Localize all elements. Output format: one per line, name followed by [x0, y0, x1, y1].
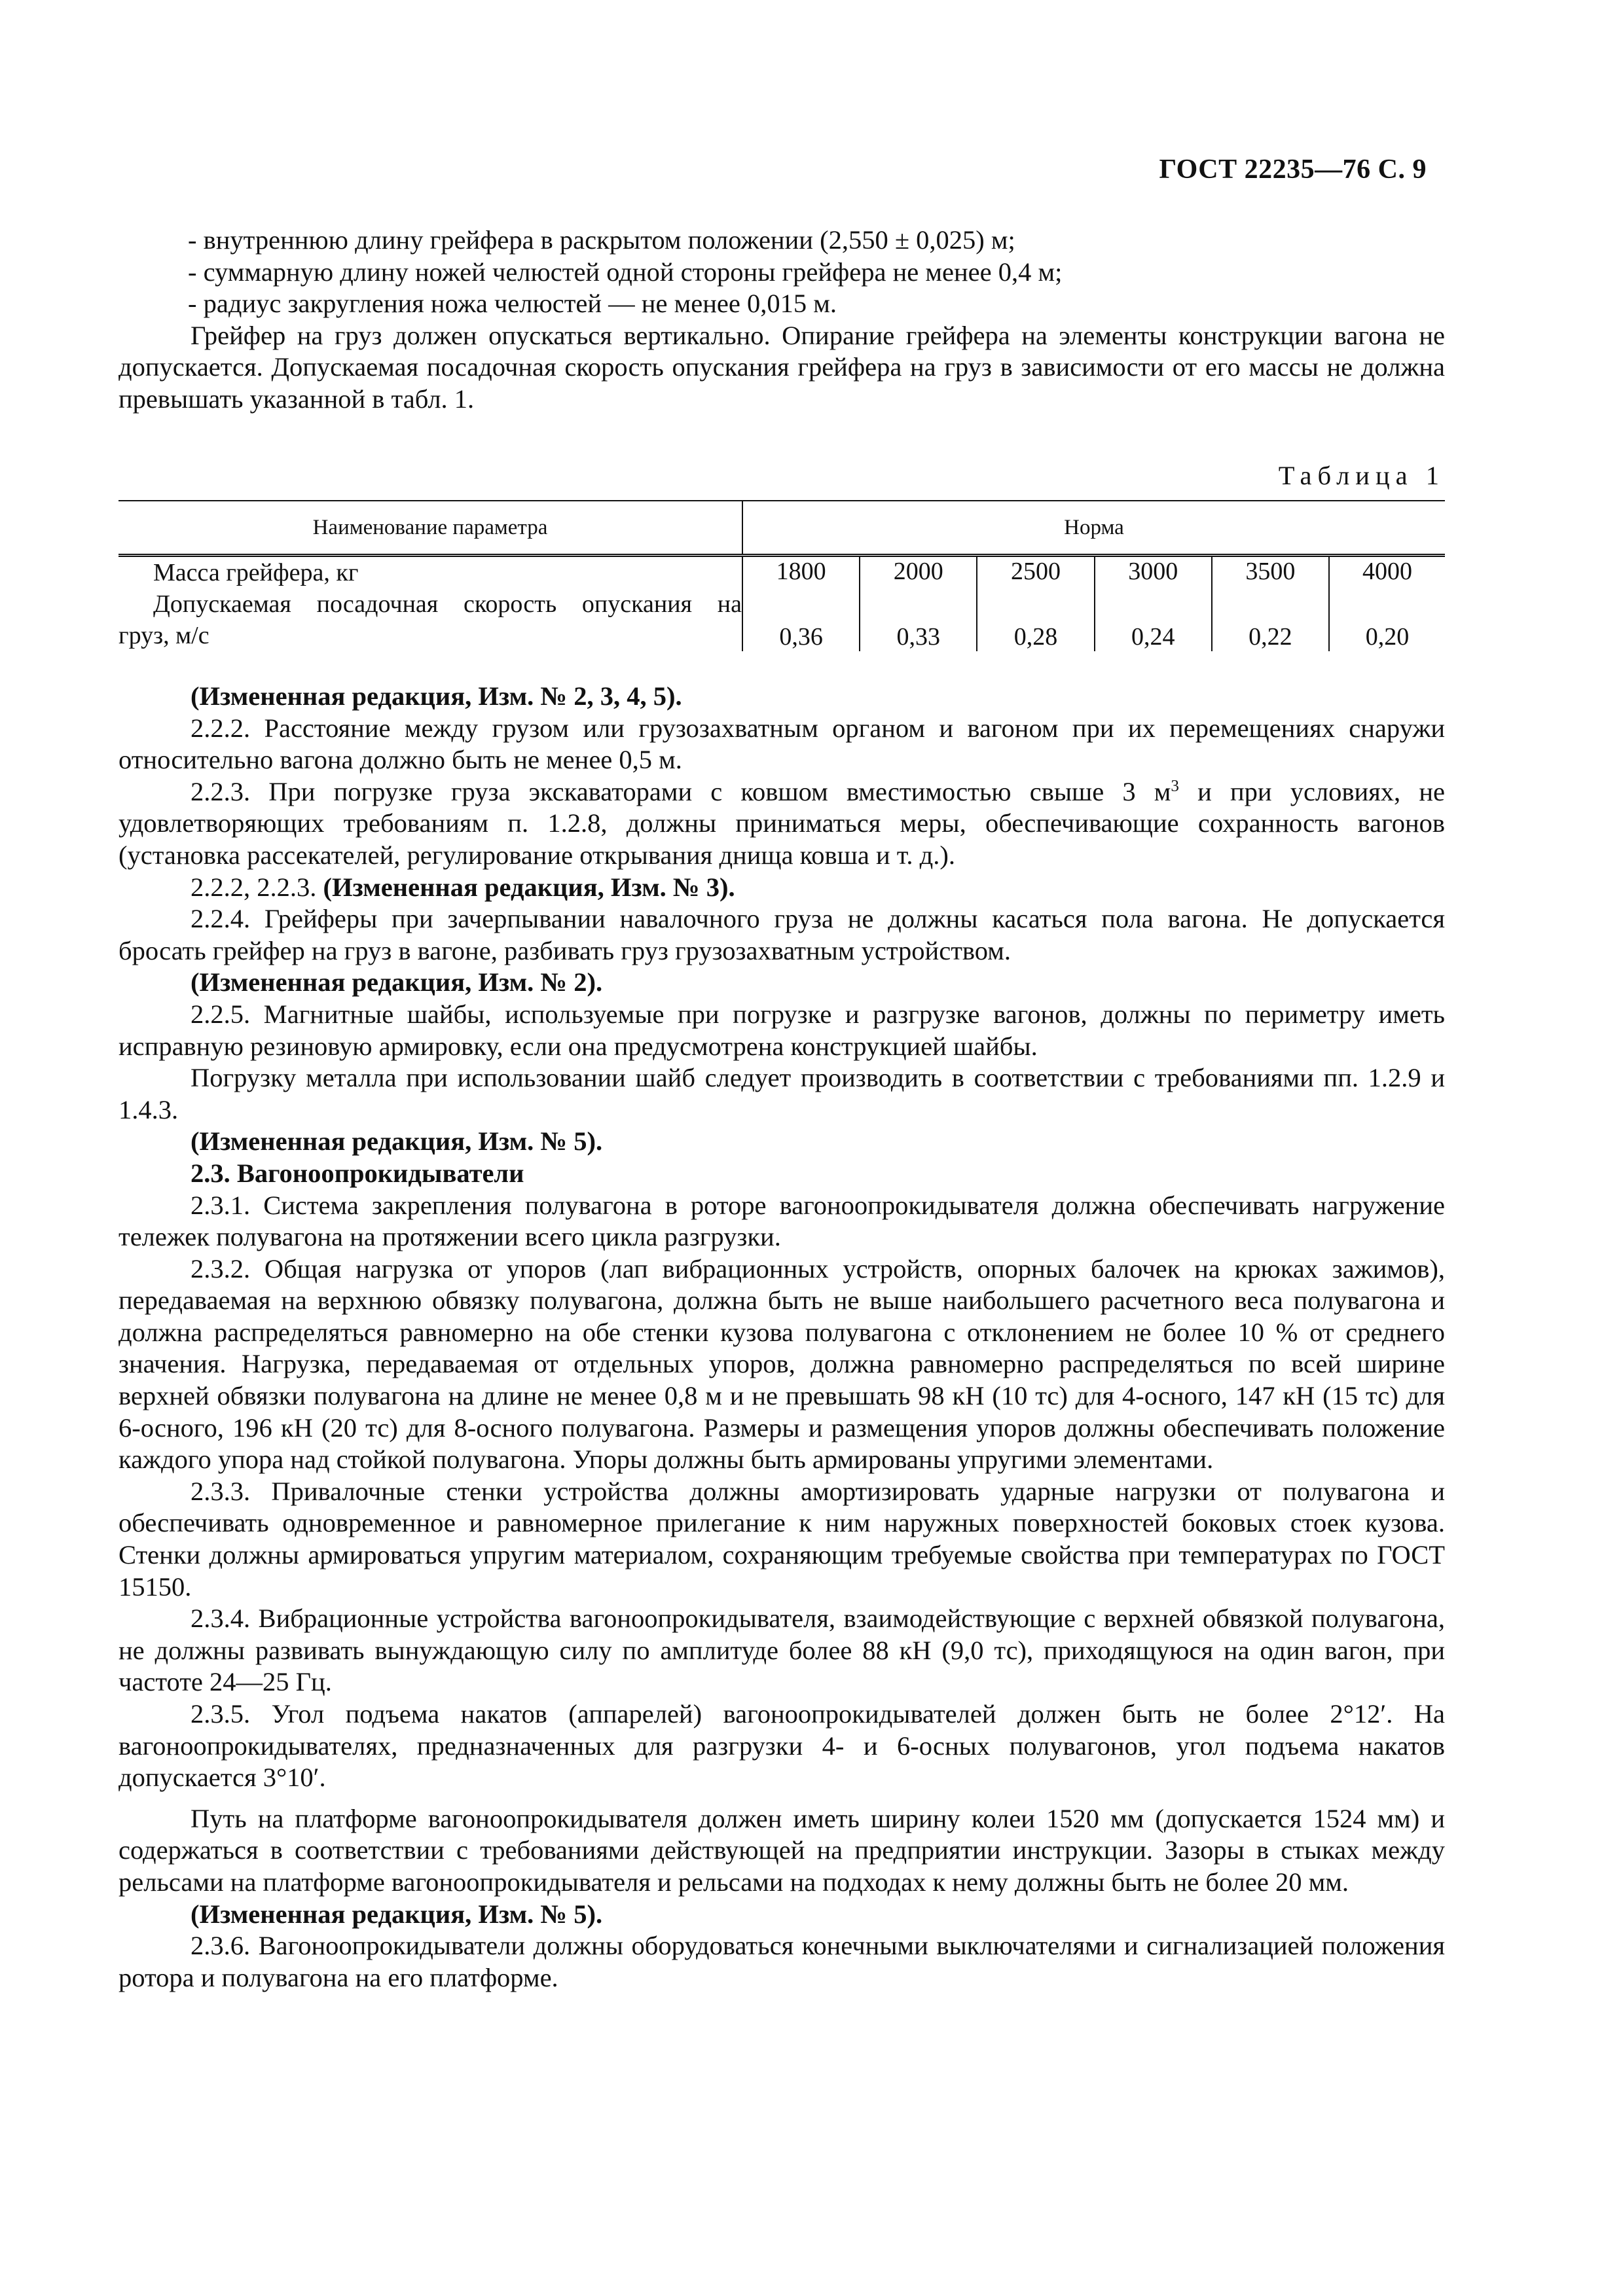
table-cell: 2000 — [860, 556, 977, 589]
clause-2-3-2: 2.3.2. Общая нагрузка от упоров (лап вибрационных устройств, опорных балочек на крюках зажимов), передаваемая на верхнюю обвязку полувагона, должна быть не выше наибольшего расчетного веса полувагона и должна распределяться равномерно на обе стенки кузова полувагона с отклонением не более 10 % от среднего значения. Нагрузка, передаваемая от отдельных упоров, должна равномерно распределяться по всей ширине верхней обвязки полувагона на длине не менее 0,8 м и не превышать 98 кН (10 тс) для 4-осного, 147 кН (15 тс) для 6-осного, 196 кН (20 тс) для 8-осного полувагона. Размеры и размещения упоров должны обеспечивать положение каждого упора над стойкой полувагона. Упоры должны быть армированы упругими элементами. — [119, 1253, 1445, 1475]
table-cell: 0,20 — [1329, 588, 1445, 651]
revision-note: (Измененная редакция, Изм. № 5). — [191, 1126, 603, 1157]
parameters-table — [119, 500, 1445, 651]
row-label: Масса грейфера, кг — [153, 559, 359, 586]
clause-text: и при условиях, не удовлетворяющих требованиям п. 1.2.8, должны приниматься меры, обеспечивающие сохранность вагонов (установка рассекателей, регулирование открывания днища ковша и т. д.). — [119, 776, 1445, 870]
table-cell: 3500 — [1212, 556, 1329, 589]
clause-2-3-3: 2.3.3. Привалочные стенки устройства должны амортизировать ударные нагрузки от полувагона и обеспечивать одновременное и равномерное прилегание к ним наружных поверхностей боковых стоек кузова. Стенки должны армироваться упругим материалом, сохраняющим требуемые свойства при температурах по ГОСТ 15150. — [119, 1476, 1445, 1602]
table-cell: 1800 — [742, 556, 860, 589]
section-heading: 2.3. Вагоноопрокидыватели — [191, 1158, 524, 1188]
clause-text: 2.2.3. При погрузке груза экскаваторами с ковшом вместимостью свыше 3 м — [191, 776, 1171, 806]
intro-block — [119, 224, 1445, 416]
superscript: 3 — [1171, 777, 1179, 795]
paragraph: Погрузку металла при использовании шайб следует производить в соответствии с требованиями пп. 1.2.9 и 1.4.3. — [119, 1063, 1445, 1124]
table-header-cell: Норма — [742, 501, 1445, 556]
list-item: - внутреннюю длину грейфера в раскрытом положении (2,550 ± 0,025) м; — [188, 225, 1015, 255]
paragraph: Путь на платформе вагоноопрокидывателя должен иметь ширину колеи 1520 мм (допускается 1524 мм) и содержаться в соответствии с требованиями действующей на предприятии инструкции. Зазоры в стыках между рельсами на платформе вагоноопрокидывателя и рельсами на подходах к нему должны быть не более 20 мм. — [119, 1803, 1445, 1897]
clause-2-2-3 — [119, 776, 1445, 872]
paragraph: Грейфер на груз должен опускаться вертикально. Опирание грейфера на элементы конструкции вагона не допускается. Допускаемая посадочная скорость опускания грейфера на груз в зависимости от его массы не должна превышать указанной в табл. 1. — [119, 320, 1445, 414]
list-item: - суммарную длину ножей челюстей одной стороны грейфера не менее 0,4 м; — [188, 257, 1063, 287]
clause-2-2-4: 2.2.4. Грейферы при зачерпывании навалочного груза не должны касаться пола вагона. Не допускается бросать грейфер на груз в вагоне, разбивать груз грузозахватным устройством. — [119, 904, 1445, 965]
clause-2-3-1: 2.3.1. Система закрепления полувагона в роторе вагоноопрокидывателя должна обеспечивать нагружение тележек полувагона на протяжении всего цикла разгрузки. — [119, 1190, 1445, 1252]
table-cell: 0,33 — [860, 588, 977, 651]
table-cell: 0,28 — [977, 588, 1094, 651]
revision-note: (Измененная редакция, Изм. № 2, 3, 4, 5). — [191, 681, 682, 711]
revision-note — [119, 872, 1445, 904]
table-header-cell: Наименование параметра — [119, 501, 742, 556]
table-cell: 4000 — [1329, 556, 1445, 589]
row-label-line: Допускаемая посадочная скорость опускания на — [153, 590, 742, 618]
row-label-line: груз, м/с — [119, 622, 210, 649]
revision-label: (Измененная редакция, Изм. № 3). — [323, 872, 735, 902]
clause-2-2-2: 2.2.2. Расстояние между грузом или грузозахватным органом и вагоном при их перемещениях снаружи относительно вагона должно быть не менее 0,5 м. — [119, 713, 1445, 775]
clause-refs: 2.2.2, 2.2.3. — [191, 872, 323, 902]
table-cell: 2500 — [977, 556, 1094, 589]
revision-note: (Измененная редакция, Изм. № 5). — [191, 1899, 603, 1929]
table-cell — [119, 588, 742, 651]
revision-note: (Измененная редакция, Изм. № 2). — [191, 967, 603, 997]
table-cell: 0,22 — [1212, 588, 1329, 651]
body-text — [119, 681, 1445, 1994]
table-cell: 0,24 — [1095, 588, 1212, 651]
table-row — [119, 588, 1445, 651]
clause-2-2-5: 2.2.5. Магнитные шайбы, используемые при погрузке и разгрузке вагонов, должны по периметру иметь исправную резиновую армировку, если она предусмотрена конструкцией шайбы. — [119, 999, 1445, 1061]
table-caption: Таблица 1 — [1278, 461, 1445, 490]
table-cell: 3000 — [1095, 556, 1212, 589]
clause-2-3-5: 2.3.5. Угол подъема накатов (аппарелей) вагоноопрокидывателей должен быть не более 2°12′. На вагоноопрокидывателях, предназначенных для разгрузки 4- и 6-осных полувагонов, угол подъема накатов допускается 3°10′. — [119, 1699, 1445, 1793]
list-item: - радиус закругления ножа челюстей — не менее 0,015 м. — [188, 289, 837, 319]
clause-2-3-6: 2.3.6. Вагоноопрокидыватели должны оборудоваться конечными выключателями и сигнализацией положения ротора и полувагона на его платформе. — [119, 1931, 1445, 1992]
clause-2-3-4: 2.3.4. Вибрационные устройства вагоноопрокидывателя, взаимодействующие с верхней обвязкой полувагона, не должны развивать вынуждающую силу по амплитуде более 88 кН (9,0 тс), приходящуюся на один вагон, при частоте 24—25 Гц. — [119, 1604, 1445, 1697]
table-cell — [119, 556, 742, 589]
table-header-row — [119, 501, 1445, 556]
table-row — [119, 556, 1445, 589]
page-header: ГОСТ 22235—76 С. 9 — [1159, 154, 1427, 185]
table-cell: 0,36 — [742, 588, 860, 651]
